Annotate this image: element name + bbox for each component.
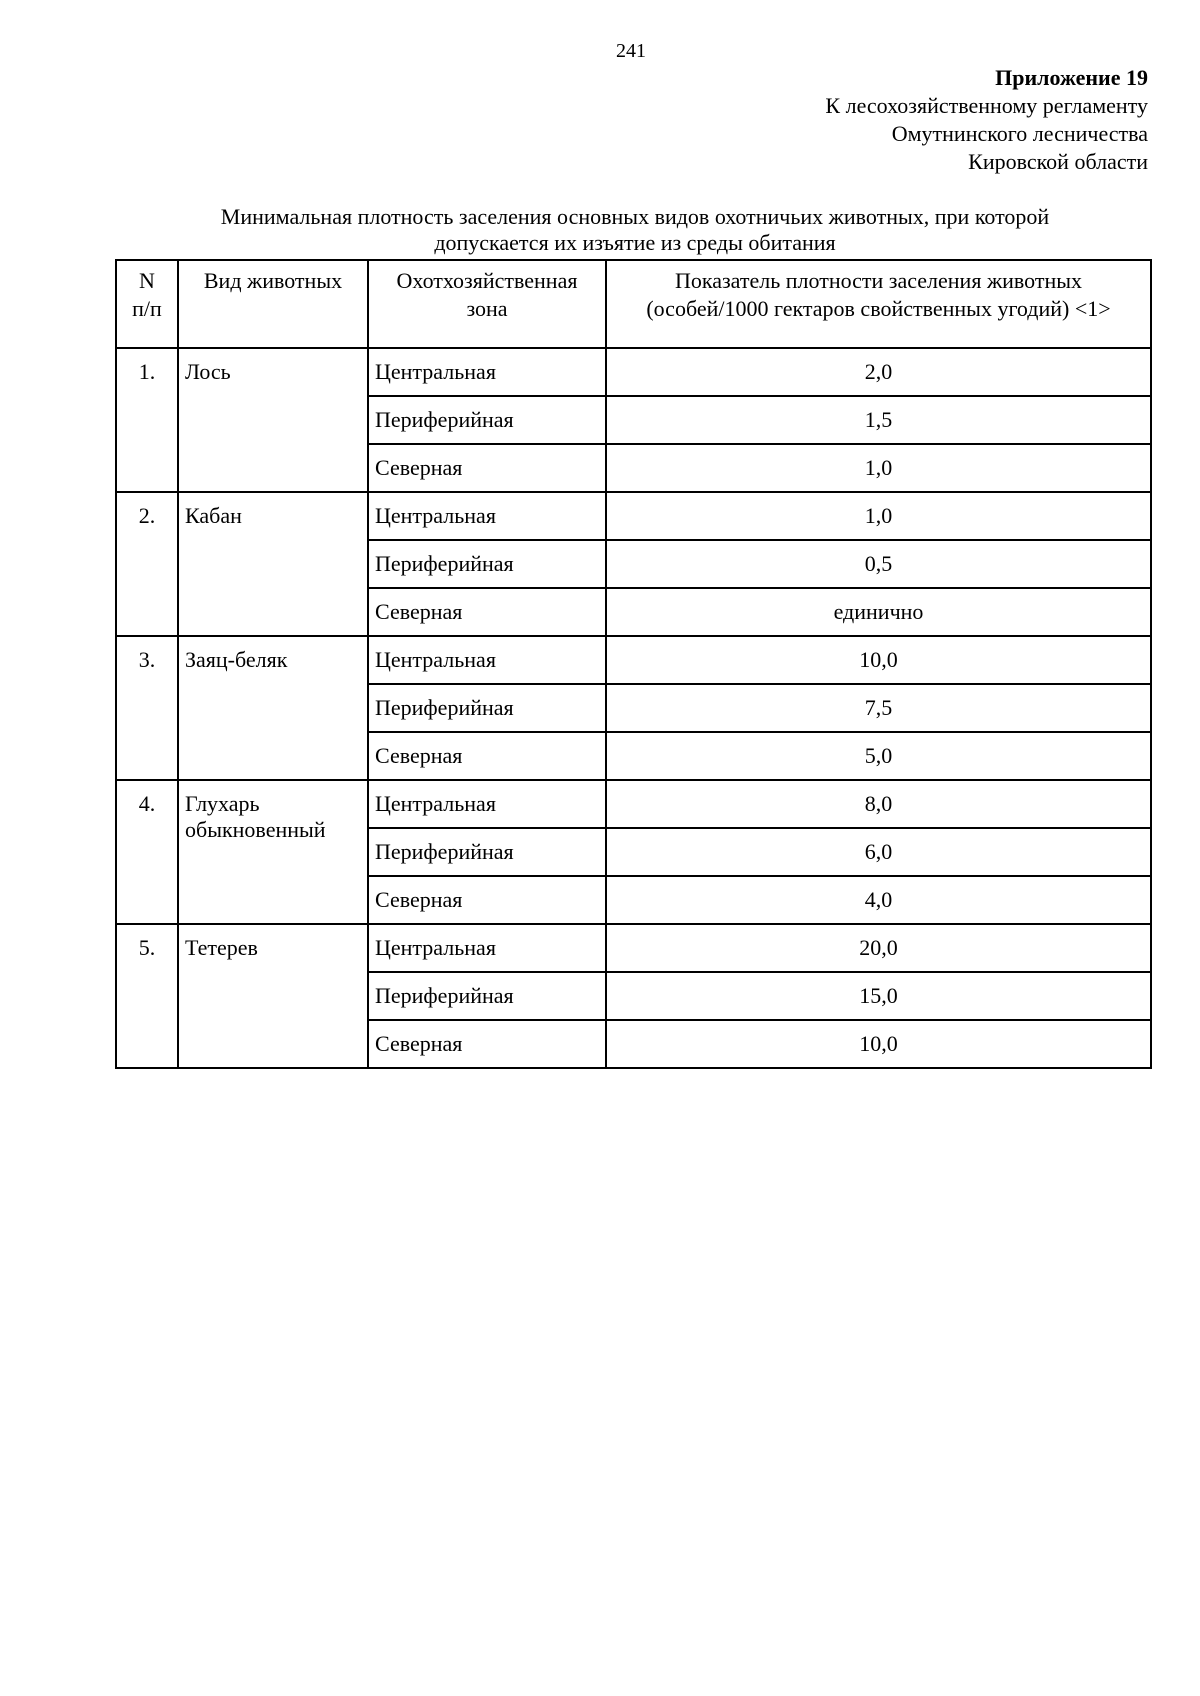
header-number-line-2: п/п [132,296,162,321]
animal-name: Заяц-беляк [178,636,368,780]
zone-name: Центральная [368,492,606,540]
animal-name: Лось [178,348,368,492]
zone-name: Периферийная [368,972,606,1020]
document-title-line-1: Минимальная плотность заселения основных видов охотничьих животных, при которой [220,204,1050,229]
appendix-title: Приложение 19 [995,65,1148,90]
table-header-row [116,260,1151,348]
zone-name: Периферийная [368,540,606,588]
header-number [116,260,178,348]
table-row [116,780,1151,828]
zone-name: Северная [368,1020,606,1068]
zone-name: Периферийная [368,396,606,444]
header-animal: Вид животных [178,260,368,348]
density-value: 15,0 [606,972,1151,1020]
density-value: 10,0 [606,1020,1151,1068]
table-row [116,492,1151,540]
density-value: 7,5 [606,684,1151,732]
page-number: 241 [616,40,646,62]
zone-name: Периферийная [368,684,606,732]
header-density-line-1: Показатель плотности заселения животных [674,268,1083,293]
density-value: 1,5 [606,396,1151,444]
density-value: единично [606,588,1151,636]
zone-name: Периферийная [368,828,606,876]
appendix-header [825,64,1148,176]
header-zone-line-2: зона [466,296,508,321]
zone-name: Северная [368,444,606,492]
document-title-line-2: допускается их изъятие из среды обитания [434,230,836,255]
density-value: 2,0 [606,348,1151,396]
density-table [115,259,1152,1069]
appendix-subtitle-line-2: Омутнинского лесничества [891,121,1148,146]
zone-name: Центральная [368,780,606,828]
header-density [606,260,1151,348]
density-value: 5,0 [606,732,1151,780]
header-number-line-1: N [139,268,155,293]
table-row [116,636,1151,684]
density-value: 6,0 [606,828,1151,876]
density-value: 10,0 [606,636,1151,684]
row-number: 2. [116,492,178,636]
density-value: 8,0 [606,780,1151,828]
animal-name [178,780,368,924]
document-title [115,204,1155,256]
appendix-subtitle-line-1: К лесохозяйственному регламенту [825,93,1148,118]
row-number: 5. [116,924,178,1068]
row-number: 4. [116,780,178,924]
row-number: 1. [116,348,178,492]
density-value: 4,0 [606,876,1151,924]
animal-name: Тетерев [178,924,368,1068]
zone-name: Северная [368,588,606,636]
table-row [116,924,1151,972]
header-zone-line-1: Охотхозяйственная [396,268,578,293]
density-value: 20,0 [606,924,1151,972]
density-value: 1,0 [606,492,1151,540]
zone-name: Северная [368,876,606,924]
row-number: 3. [116,636,178,780]
zone-name: Северная [368,732,606,780]
zone-name: Центральная [368,348,606,396]
animal-name-line-2: обыкновенный [185,817,326,842]
zone-name: Центральная [368,924,606,972]
table-row [116,348,1151,396]
density-value: 0,5 [606,540,1151,588]
header-density-line-2: (особей/1000 гектаров свойственных угодий) <1> [646,296,1111,321]
zone-name: Центральная [368,636,606,684]
animal-name: Кабан [178,492,368,636]
header-zone [368,260,606,348]
animal-name-line-1: Глухарь [185,791,260,816]
appendix-subtitle-line-3: Кировской области [968,149,1148,174]
density-value: 1,0 [606,444,1151,492]
